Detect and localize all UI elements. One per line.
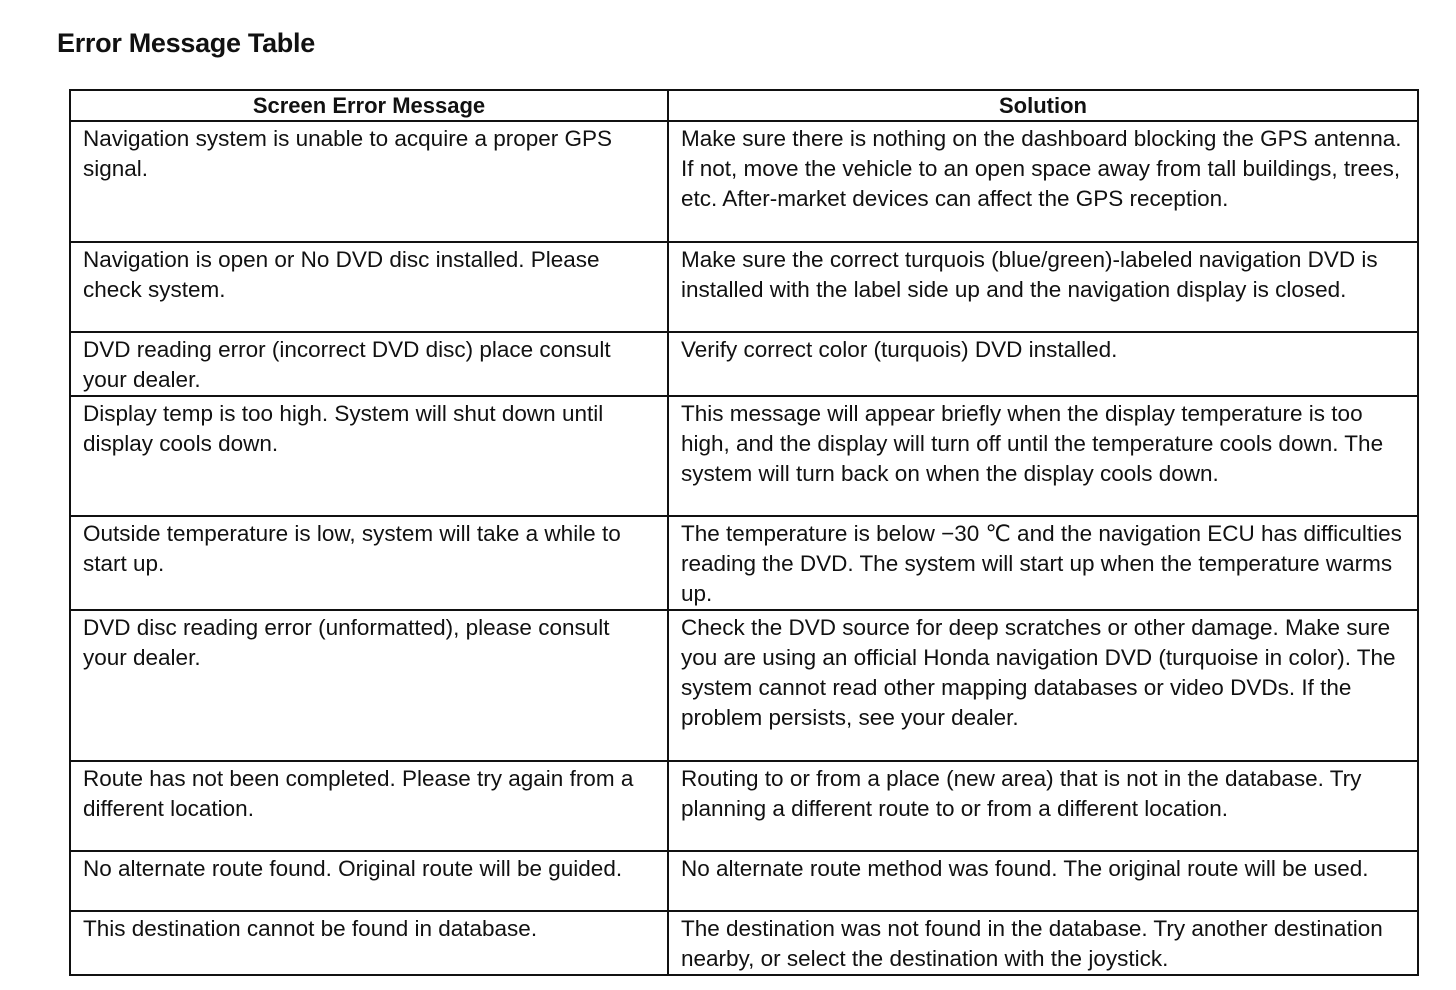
- table-row: [70, 332, 1418, 396]
- error-message-cell: This destination cannot be found in database.: [70, 911, 668, 975]
- solution-cell: Check the DVD source for deep scratches or other damage. Make sure you are using an official Honda navigation DVD (turquoise in color). The system cannot read other mapping databases or video DVDs. If the problem persists, see your dealer.: [668, 610, 1418, 761]
- table-row: [70, 242, 1418, 332]
- column-header-message: Screen Error Message: [70, 90, 668, 121]
- table-row: [70, 516, 1418, 610]
- error-message-cell: Route has not been completed. Please try again from a different location.: [70, 761, 668, 851]
- solution-cell: The destination was not found in the database. Try another destination nearby, or select the destination with the joystick.: [668, 911, 1418, 975]
- error-message-cell: Outside temperature is low, system will take a while to start up.: [70, 516, 668, 610]
- error-message-cell: No alternate route found. Original route will be guided.: [70, 851, 668, 911]
- table-row: [70, 396, 1418, 516]
- solution-cell: The temperature is below −30 ℃ and the navigation ECU has difficulties reading the DVD. The system will start up when the temperature warms up.: [668, 516, 1418, 610]
- error-message-cell: DVD disc reading error (unformatted), please consult your dealer.: [70, 610, 668, 761]
- error-message-cell: DVD reading error (incorrect DVD disc) place consult your dealer.: [70, 332, 668, 396]
- table-row: [70, 851, 1418, 911]
- error-message-cell: Navigation is open or No DVD disc installed. Please check system.: [70, 242, 668, 332]
- solution-cell: This message will appear briefly when the display temperature is too high, and the display will turn off until the temperature cools down. The system will turn back on when the display cools down.: [668, 396, 1418, 516]
- error-message-cell: Display temp is too high. System will shut down until display cools down.: [70, 396, 668, 516]
- solution-cell: Verify correct color (turquois) DVD installed.: [668, 332, 1418, 396]
- table-header-row: [70, 90, 1418, 121]
- column-header-solution: Solution: [668, 90, 1418, 121]
- page-title: Error Message Table: [57, 28, 315, 58]
- table-row: [70, 610, 1418, 761]
- solution-cell: Routing to or from a place (new area) that is not in the database. Try planning a different route to or from a different location.: [668, 761, 1418, 851]
- error-message-table: [69, 89, 1419, 976]
- table-row: [70, 911, 1418, 975]
- solution-cell: Make sure there is nothing on the dashboard blocking the GPS antenna. If not, move the vehicle to an open space away from tall buildings, trees, etc. After-market devices can affect the GPS reception.: [668, 121, 1418, 242]
- table-row: [70, 121, 1418, 242]
- solution-cell: No alternate route method was found. The original route will be used.: [668, 851, 1418, 911]
- error-message-cell: Navigation system is unable to acquire a proper GPS signal.: [70, 121, 668, 242]
- solution-cell: Make sure the correct turquois (blue/green)-labeled navigation DVD is installed with the label side up and the navigation display is closed.: [668, 242, 1418, 332]
- table-row: [70, 761, 1418, 851]
